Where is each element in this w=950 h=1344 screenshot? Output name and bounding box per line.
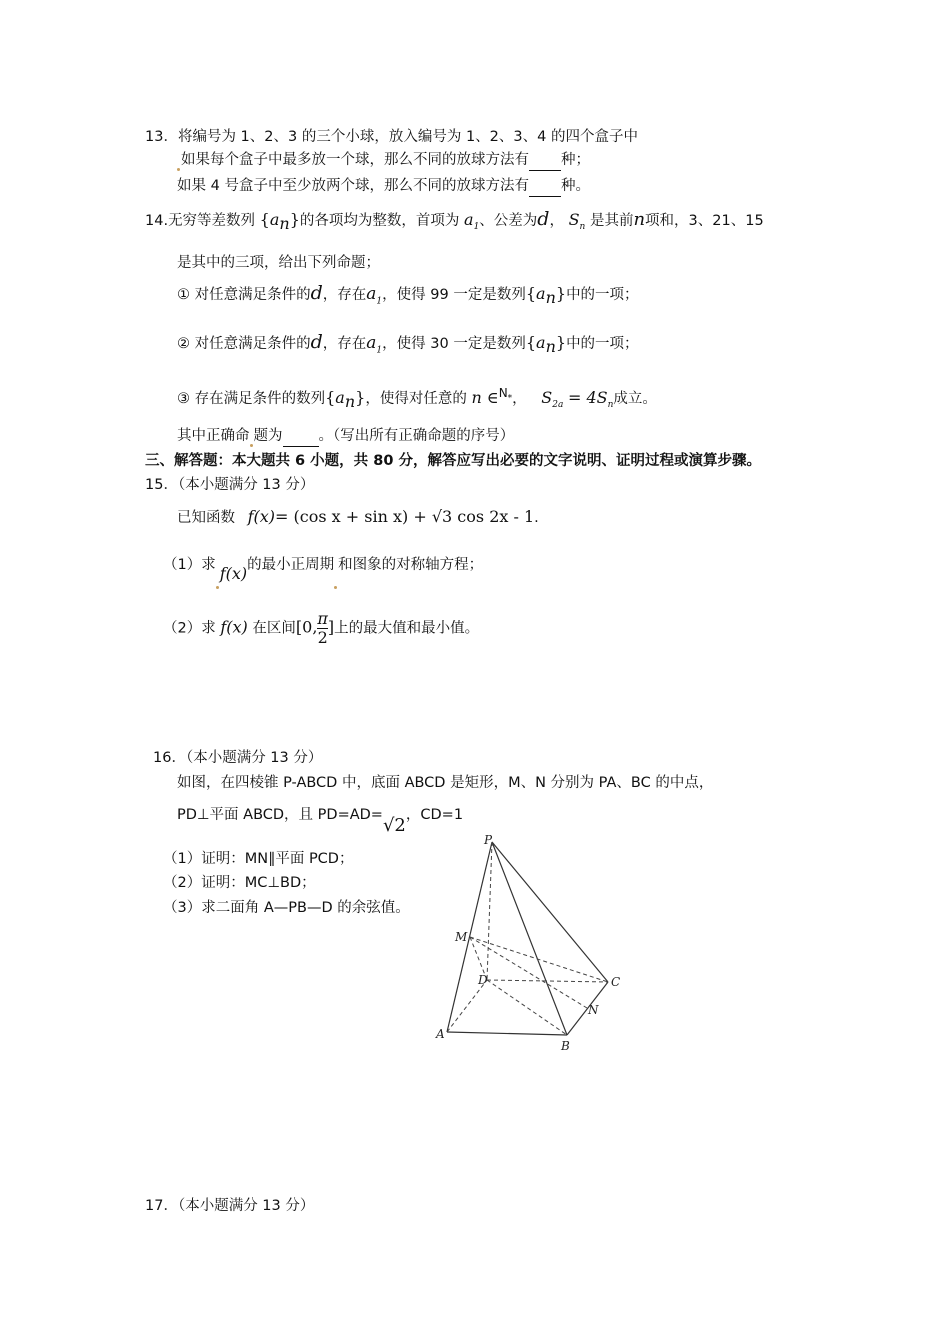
q14-prop2: ② 对任意满足条件的d，存在$a_1$，使得 30 一定是数列$\{a_n\}$中的一项； — [177, 331, 639, 357]
pyramid-figure — [430, 828, 640, 1058]
seq-an: $\{a_n\}$ — [259, 210, 300, 234]
label-B: B — [561, 1039, 570, 1053]
mark-dot-icon — [250, 444, 253, 447]
q15-sub1: （1）求 f(x)的最小正周期 和图象的对称轴方程； — [163, 550, 483, 589]
q13-line1: 13．将编号为 1、2、3 的三个小球，放入编号为 1、2、3、4 的四个盒子中 — [145, 129, 638, 145]
label-N: N — [588, 1003, 599, 1017]
q16-line1: 如图，在四棱锥 P-ABCD 中，底面 ABCD 是矩形，M、N 分别为 PA、BC 的中点， — [177, 775, 714, 791]
q17-header: 17．（本小题满分 13 分） — [145, 1198, 315, 1214]
q16-sub2: （2）证明：MC⊥BD； — [163, 875, 316, 891]
label-D: D — [478, 973, 488, 987]
q16-line2: PD⊥平面 ABCD，且 PD=AD=√2，CD=1 — [177, 807, 464, 836]
q14-line2: 是其中的三项，给出下列命题； — [177, 255, 380, 271]
mark-dot-icon — [216, 586, 219, 589]
q15-given: 已知函数 f(x)= (cos x + sin x) + √3 cos 2x - 1. — [177, 507, 539, 526]
q13-line3: 如果 4 号盒子中至少放两个球，那么不同的放球方法有 种。 — [177, 176, 590, 197]
q14-line1: 14.无穷等差数列 $\{a_n\}$的各项均为整数，首项为 $a_1$、公差为d， $S_n$ 是其前n项和，3、21、15 — [145, 208, 764, 234]
q16-sub3: （3）求二面角 A—PB—D 的余弦值。 — [163, 900, 410, 916]
q16-sub1: （1）证明：MN∥平面 PCD； — [163, 851, 354, 867]
mark-dot-icon — [334, 586, 337, 589]
mark-dot-icon — [177, 168, 180, 171]
q14-number: 14. — [145, 213, 169, 229]
label-A: A — [436, 1027, 445, 1041]
q13-line2: 如果每个盒子中最多放一个球，那么不同的放球方法有 种； — [177, 150, 590, 171]
edge-PC — [492, 842, 608, 982]
edge-AB — [447, 1032, 567, 1035]
q15-header: 15．（本小题满分 13 分） — [145, 477, 315, 493]
q14-prop1: ① 对任意满足条件的d，存在$a_1$，使得 99 一定是数列$\{a_n\}$中的一项； — [177, 282, 639, 308]
q16-header: 16．（本小题满分 13 分） — [153, 750, 323, 766]
answer-blank[interactable] — [529, 150, 561, 171]
q15-sub2: （2）求 f(x) 在区间[0, $\frac{\pi}{2}$ ]上的最大值和最小值。 — [163, 609, 480, 647]
section-3-heading: 三、解答题：本大题共 6 小题，共 80 分，解答应写出必要的文字说明、证明过程或演算步骤。 — [145, 453, 761, 469]
edge-PB — [492, 842, 567, 1035]
q13-number: 13． — [145, 129, 178, 145]
q14-prop3: ③ 存在满足条件的数列$\{a_n\}$，使得对任意的 n ∈$^{N_*}$， $S_{2a} = 4S_n$成立。 — [177, 386, 657, 412]
edge-DC — [487, 980, 608, 982]
label-P: P — [484, 833, 493, 847]
answer-blank[interactable] — [529, 176, 561, 197]
label-M: M — [455, 930, 468, 944]
q14-ask: 其中正确命 题为 。（写出所有正确命题的序号） — [177, 426, 514, 447]
segment-MC — [470, 937, 608, 982]
label-C: C — [611, 975, 621, 989]
edge-PD — [487, 842, 492, 980]
answer-blank[interactable] — [283, 426, 319, 447]
